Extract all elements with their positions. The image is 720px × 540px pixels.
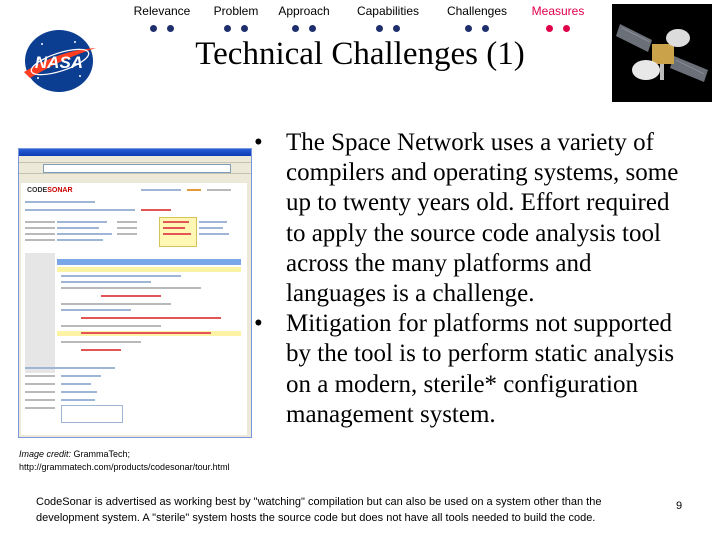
- nav-dots: [210, 21, 262, 29]
- codesonar-page: [21, 183, 247, 435]
- nav-dots: [352, 21, 424, 29]
- nav-dots: [132, 21, 192, 29]
- browser-title-bar: [19, 149, 251, 156]
- footnote: CodeSonar is advertised as working best by "watching" compilation but can also be used on a system other than the development system. A "sterile" system hosts the source code but does not have all tools needed to build the code.: [36, 496, 602, 524]
- nav-dots: [526, 21, 590, 29]
- page-title: Technical Challenges (1): [195, 36, 525, 72]
- bullet-list: [252, 128, 692, 430]
- browser-toolbar: [19, 164, 251, 174]
- browser-address-bar: [43, 164, 231, 173]
- credit-label: Image credit:: [19, 449, 72, 459]
- nav-item-challenges[interactable]: [442, 4, 512, 29]
- credit-source: GrammaTech;: [73, 449, 131, 459]
- nav-dots: [272, 21, 336, 29]
- nav-item-approach[interactable]: [272, 4, 336, 29]
- bullet-item: • The Space Network uses a variety of compilers and operating systems, some up to twenty years old. Effort required to apply the source code analysis tool across the many platforms and languages is a challenge.: [252, 128, 692, 309]
- nasa-logo-text: NASA: [34, 53, 84, 72]
- nav-item-capabilities[interactable]: [352, 4, 424, 29]
- nav-item-problem[interactable]: [210, 4, 262, 29]
- nav-item-measures[interactable]: [526, 4, 590, 29]
- bullet-item: • Mitigation for platforms not supported by the tool is to perform static analysis on a modern, sterile* configuration management system.: [252, 309, 692, 430]
- nav-label: Approach: [278, 4, 330, 18]
- page-number: 9: [676, 500, 683, 512]
- browser-menu-bar: [19, 156, 251, 163]
- nav-label: Relevance: [133, 4, 191, 18]
- nav-item-relevance[interactable]: [132, 4, 192, 29]
- credit-url[interactable]: http://grammatech.com/products/codesonar/tour.html: [19, 462, 230, 472]
- codesonar-screenshot: [18, 148, 252, 438]
- nav-dots: [442, 21, 512, 29]
- nav-label: Problem: [213, 4, 259, 18]
- nav-label: Challenges: [446, 4, 508, 18]
- nav-label: Capabilities: [356, 4, 420, 18]
- image-credit: [19, 448, 230, 474]
- nav-label: Measures: [531, 4, 585, 18]
- codesonar-logo: CODESONAR: [27, 187, 73, 194]
